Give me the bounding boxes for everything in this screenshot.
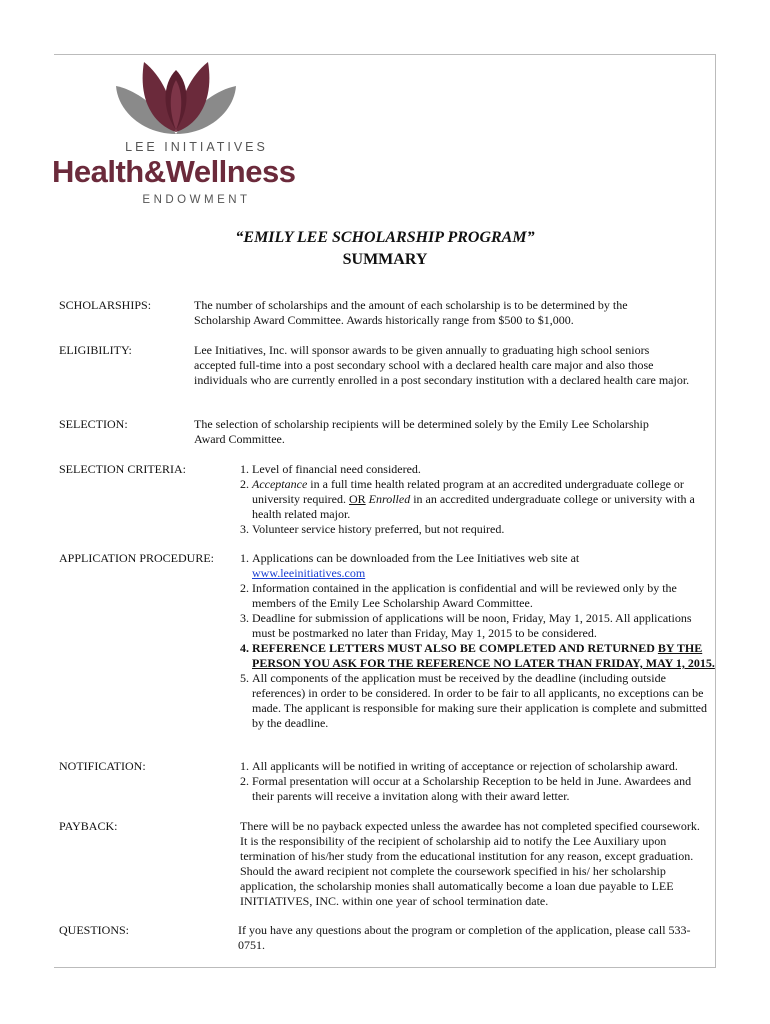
list-item: 2. Acceptance in a full time health related program at an accredited undergraduate college or university required. OR Enrolled in an accredited undergraduate college or university with a health related major. [240, 477, 695, 521]
logo-bottom-line: ENDOWMENT [142, 194, 251, 206]
logo-main-text: Health&Wellness [52, 154, 296, 189]
scholarships-text: The number of scholarships and the amount of each scholarship is to be determined by the Scholarship Award Committee. Awards historically range from $500 to $1,000. [194, 298, 628, 327]
criteria-list [240, 462, 715, 537]
list-item: 2. Information contained in the application is confidential and will be reviewed only by the members of the Emily Lee Scholarship Award Committee. [240, 581, 677, 610]
document-title: “EMILY LEE SCHOLARSHIP PROGRAM” [235, 229, 535, 246]
list-item: 1. Level of financial need considered. [240, 462, 421, 476]
list-item: 2. Formal presentation will occur at a Scholarship Reception to be held in June. Awardees and their parents will receive a invitation along with their award letter. [240, 774, 692, 803]
list-item: 4. REFERENCE LETTERS MUST ALSO BE COMPLETED AND RETURNED BY THE PERSON YOU ASK FOR THE REFERENCE NO LATER THAN FRIDAY, MAY 1, 2015. [240, 641, 715, 670]
payback-text: There will be no payback expected unless the awardee has not completed specified coursework. It is the responsibility of the recipient of scholarship aid to notify the Lee Auxiliary upon termination of his/her study from the educational institution for any reason, except graduation. Should the award recipient not complete the coursework specified in his/ her scholarship application, the scholarship monies shall automatically become a loan due payable to LEE INITIATIVES, INC. within one year of school termination date. [240, 819, 700, 908]
eligibility-label: ELIGIBILITY: [59, 343, 132, 357]
procedure-label: APPLICATION PROCEDURE: [59, 551, 215, 565]
scholarships-label: SCHOLARSHIPS: [59, 298, 152, 312]
lotus-logo-icon [114, 50, 238, 136]
questions-label: QUESTIONS: [59, 923, 130, 937]
list-item: 5. All components of the application must be received by the deadline (including outside references) in order to be considered. In order to be fair to all applicants, no exceptions can be made. The applicant is responsible for making sure their application is complete and submitted by the deadline. [240, 671, 707, 730]
list-item: 3. Volunteer service history preferred, but not required. [240, 522, 505, 536]
eligibility-text: Lee Initiatives, Inc. will sponsor awards to be given annually to graduating high school seniors accepted full-time into a post secondary school with a declared health care major and also those individuals who are currently enrolled in a post secondary institution with a declared health care major. [194, 343, 690, 387]
list-item: 1. All applicants will be notified in writing of acceptance or rejection of scholarship award. [240, 759, 678, 773]
logo [52, 50, 302, 212]
website-link[interactable]: www.leeinitiatives.com [252, 566, 366, 580]
list-item: 1. Applications can be downloaded from the Lee Initiatives web site at www.leeinitiatives.com [240, 551, 580, 580]
criteria-label: SELECTION CRITERIA: [59, 462, 186, 476]
list-item: 3. Deadline for submission of applications will be noon, Friday, May 1, 2015. All applications must be postmarked no later than Friday, May 1, 2015 to be considered. [240, 611, 692, 640]
document-subtitle: SUMMARY [342, 251, 428, 268]
notification-list [240, 759, 715, 804]
procedure-list [240, 551, 715, 731]
selection-text: The selection of scholarship recipients will be determined solely by the Emily Lee Scholarship Award Committee. [194, 417, 649, 446]
notification-label: NOTIFICATION: [59, 759, 146, 773]
questions-text: If you have any questions about the program or completion of the application, please call 533-0751. [238, 923, 691, 952]
selection-label: SELECTION: [59, 417, 128, 431]
payback-label: PAYBACK: [59, 819, 118, 833]
logo-top-line: LEE INITIATIVES [125, 140, 268, 154]
